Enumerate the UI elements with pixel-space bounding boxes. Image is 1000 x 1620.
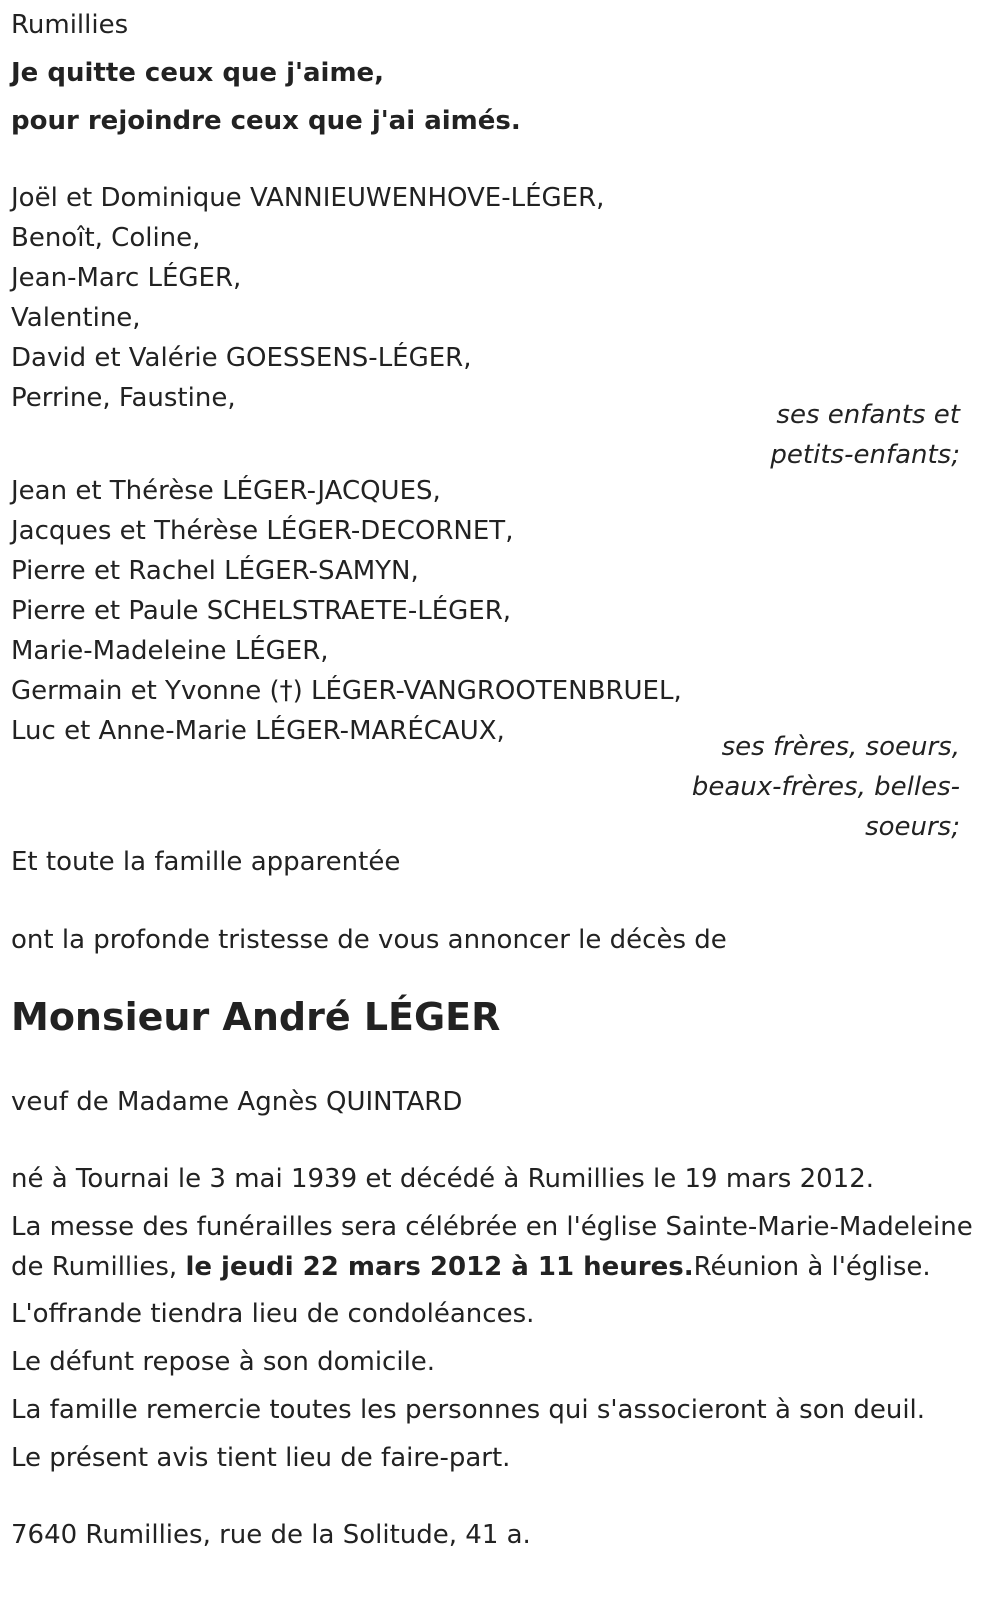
family-member: Jean et Thérèse LÉGER-JACQUES, [11, 476, 441, 506]
family-member: Valentine, [11, 303, 141, 333]
birth-death-dates: né à Tournai le 3 mai 1939 et décédé à Rumillies le 19 mars 2012. [11, 1164, 875, 1194]
funeral-date-time: le jeudi 22 mars 2012 à 11 heures. [185, 1252, 694, 1282]
family-member: Benoît, Coline, [11, 223, 201, 253]
quote-line-1: Je quitte ceux que j'aime, [11, 58, 385, 88]
funeral-text: La messe des funérailles sera célébrée en l'église Sainte-Marie-Madeleine de Rumillies, [11, 1212, 973, 1282]
family-member: Luc et Anne-Marie LÉGER-MARÉCAUX, [11, 716, 505, 746]
relation-line: ses frères, soeurs, [721, 732, 960, 762]
relation-line: ses enfants et [776, 400, 960, 430]
quote-line-2: pour rejoindre ceux que j'ai aimés. [11, 106, 521, 136]
family-member: Jacques et Thérèse LÉGER-DECORNET, [11, 516, 514, 546]
notice-offering: L'offrande tiendra lieu de condoléances. [11, 1299, 535, 1329]
funeral-meeting: Réunion à l'église. [693, 1252, 931, 1282]
family-member: Jean-Marc LÉGER, [11, 263, 242, 293]
notice-faire-part: Le présent avis tient lieu de faire-part. [11, 1443, 511, 1473]
family-member: Pierre et Rachel LÉGER-SAMYN, [11, 556, 419, 586]
location: Rumillies [11, 10, 129, 40]
announcement: ont la profonde tristesse de vous annoncer le décès de [11, 925, 727, 955]
funeral-details [11, 1207, 991, 1287]
children-family-list [11, 178, 604, 418]
notice-repose: Le défunt repose à son domicile. [11, 1347, 436, 1377]
notice-thanks: La famille remercie toutes les personnes qui s'associeront à son deuil. [11, 1395, 926, 1425]
family-member: Joël et Dominique VANNIEUWENHOVE-LÉGER, [11, 183, 605, 213]
extended-family: Et toute la famille apparentée [11, 847, 401, 877]
deceased-name: Monsieur André LÉGER [11, 995, 501, 1039]
family-member: David et Valérie GOESSENS-LÉGER, [11, 343, 472, 373]
family-member: Perrine, Faustine, [11, 383, 236, 413]
relation-line: petits-enfants; [770, 440, 960, 470]
siblings-relation [692, 727, 960, 847]
children-relation [770, 395, 960, 475]
widower-of: veuf de Madame Agnès QUINTARD [11, 1087, 463, 1117]
siblings-family-list [11, 471, 682, 751]
family-member: Pierre et Paule SCHELSTRAETE-LÉGER, [11, 596, 512, 626]
relation-line: soeurs; [865, 812, 960, 842]
family-member: Marie-Madeleine LÉGER, [11, 636, 329, 666]
relation-line: beaux-frères, belles- [691, 772, 960, 802]
family-member: Germain et Yvonne (†) LÉGER-VANGROOTENBRUEL, [11, 676, 682, 706]
address: 7640 Rumillies, rue de la Solitude, 41 a. [11, 1520, 531, 1550]
